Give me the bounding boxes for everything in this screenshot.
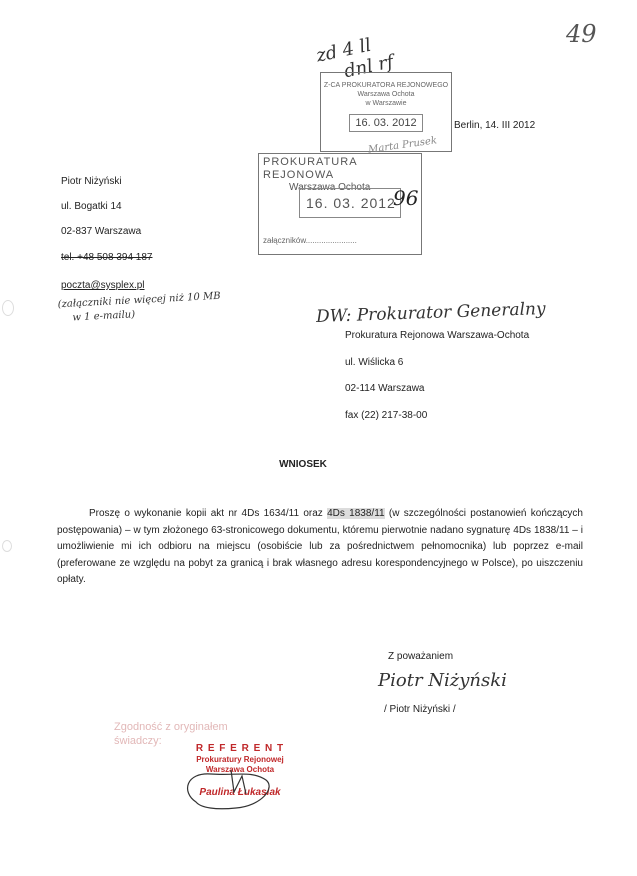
stamp-prosecutor-attachments: załączników....................... <box>263 236 357 245</box>
stamp-prosecutor-number: 96 <box>393 186 419 210</box>
sender-phone: tel. +48 508 394 187 <box>61 252 153 263</box>
stamp-deputy-line-1: Z-CA PROKURATORA REJONOWEGO <box>323 82 449 89</box>
sender-note-line-1: (załączniki nie więcej niż 10 MB <box>57 290 221 311</box>
sender-note-line-2: w 1 e-mailu) <box>72 309 136 324</box>
sender-attachment-note <box>57 290 221 326</box>
request-text-part-2: (w szczególności postanowień kończących postępowania) – w tym złożonego 63-stronicowego dokumentu, któremu pierwotnie nadano sygnaturę 4Ds 1838/11 – i umożliwienie mi ich odbioru na miejscu (osobiście lub za pośrednictwem pełnomocnika) lub poprzez e-mail (preferowane ze względu na pobyt za granicą i brak własnego adresu korespondencyjnego w Polsce), po uiszczeniu opłaty. <box>57 508 583 585</box>
stamp-deputy-signature: Marta Prusek <box>367 135 438 156</box>
request-text-highlight: 4Ds 1838/11 <box>327 508 385 519</box>
referent-signature-scribble <box>176 762 296 814</box>
stamp-referent-title: R E F E R E N T <box>195 743 285 754</box>
sender-city: 02-837 Warszawa <box>61 226 142 237</box>
recipient-city: 02-114 Warszawa <box>345 383 425 394</box>
handwritten-note-line-1: zd 4 ll <box>314 34 374 67</box>
sender-name: Piotr Niżyński <box>61 176 122 187</box>
stamp-referent-line-2: Warszawa Ochota <box>205 765 275 774</box>
recipient-street: ul. Wiślicka 6 <box>345 357 404 368</box>
stamp-referent-name: Paulina Łukasiak <box>199 787 281 798</box>
stamp-prosecutor-date: 16. 03. 2012 <box>306 195 396 211</box>
stamp-prosecutor-office <box>258 153 422 255</box>
page-number-handwritten: 49 <box>566 20 597 48</box>
sender-street: ul. Bogatki 14 <box>61 201 122 212</box>
stamp-copy-line-2: świadczy: <box>114 735 162 747</box>
stamp-deputy-line-2: Warszawa Ochota <box>357 91 415 98</box>
closing-greeting: Z poważaniem <box>388 651 454 662</box>
stamp-deputy-line-3: w Warszawie <box>365 100 407 107</box>
margin-punch-mark <box>2 300 14 316</box>
margin-punch-mark <box>2 540 12 552</box>
recipient-fax: fax (22) 217-38-00 <box>345 410 428 421</box>
stamp-copy-line-1: Zgodność z oryginałem <box>114 721 228 733</box>
forward-note: DW: Prokurator Generalny <box>315 299 546 327</box>
stamp-prosecutor-date-box <box>299 188 401 218</box>
stamp-prosecutor-subtitle: Warszawa Ochota <box>289 182 371 193</box>
sender-email: poczta@sysplex.pl <box>61 280 145 291</box>
handwritten-note-line-2: dnl rf <box>342 51 396 83</box>
stamp-referent-line-1: Prokuratury Rejonowej <box>196 755 284 764</box>
closing-signature: Piotr Niżyński <box>378 670 507 691</box>
document-title: WNIOSEK <box>279 459 327 470</box>
place-date: Berlin, 14. III 2012 <box>454 120 536 131</box>
request-text-part-1: Proszę o wykonanie kopii akt nr 4Ds 1634/11 oraz <box>89 508 328 519</box>
request-paragraph <box>57 506 583 589</box>
stamp-deputy-date: 16. 03. 2012 <box>349 114 423 132</box>
stamp-prosecutor-title: PROKURATURA REJONOWA <box>263 156 357 181</box>
closing-name: / Piotr Niżyński / <box>384 704 456 715</box>
recipient-name: Prokuratura Rejonowa Warszawa-Ochota <box>345 330 530 341</box>
